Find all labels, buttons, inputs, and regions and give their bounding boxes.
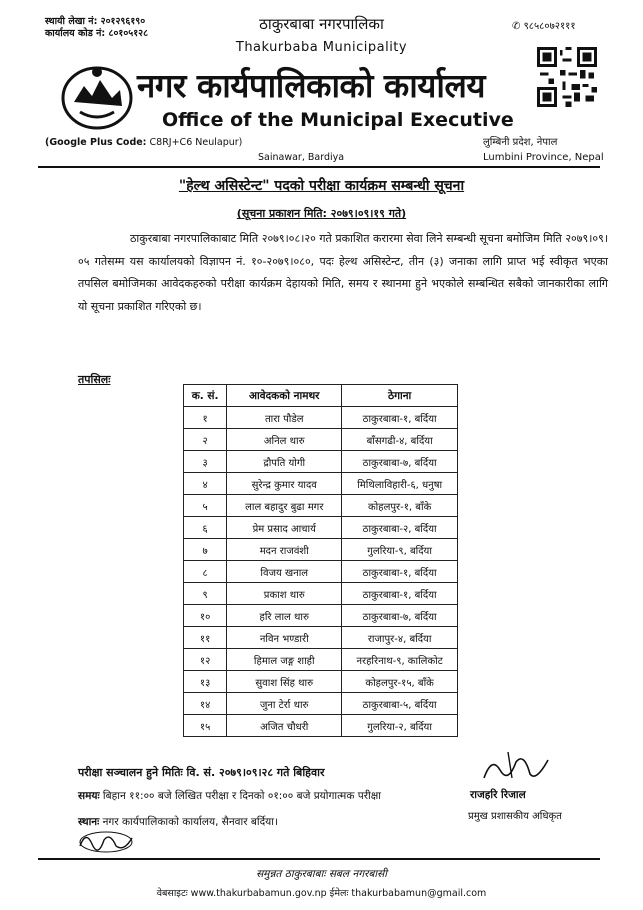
table-row	[184, 539, 458, 561]
name-cell: द्रौपति योगी	[227, 451, 342, 473]
table-row	[184, 517, 458, 539]
serial-cell: ११	[184, 627, 227, 649]
address-cell: ठाकुरबाबा-१, बर्दिया	[342, 407, 458, 429]
municipality-name-en: Thakurbaba Municipality	[235, 40, 408, 55]
name-cell: अनिल थारु	[227, 429, 342, 451]
address-cell: ठाकुरबाबा-१, बर्दिया	[342, 561, 458, 583]
plus-code-value: C8RJ+C6 Neulapur)	[146, 137, 243, 148]
col-header-name: आवेदकको नामथर	[227, 385, 342, 407]
address-cell: मिथिलाविहारी-६, धनुषा	[342, 473, 458, 495]
pan-number: स्थायी लेखा नं: २०१२९६१९०	[45, 16, 146, 27]
table-row	[184, 561, 458, 583]
officer-title: प्रमुख प्रशासकीय अधिकृत	[468, 811, 562, 822]
exam-date: परीक्षा सञ्चालन हुने मितिः वि. सं. २०७९।०९।२८ गते बिहिवार	[78, 766, 325, 779]
table-row	[184, 473, 458, 495]
municipality-name-np: ठाकुरबाबा नगरपालिका	[259, 15, 384, 33]
name-cell: प्रकाश थारु	[227, 583, 342, 605]
footer-slogan: समुन्नत ठाकुरबाबाः सबल नगरबासी	[256, 868, 387, 880]
phone-text: ९८५८०७२१११	[523, 21, 576, 32]
serial-cell: १	[184, 407, 227, 429]
footer-contact: वेबसाइटः www.thakurbabamun.gov.np ईमेलः thakurbabamun@gmail.com	[156, 888, 487, 899]
footer-divider	[38, 858, 600, 860]
serial-cell: ६	[184, 517, 227, 539]
province	[483, 135, 604, 165]
officer-signature-icon	[478, 748, 558, 786]
province-en: Lumbini Province, Nepal	[483, 152, 604, 163]
address-cell: कोहलपुर-१, बाँके	[342, 495, 458, 517]
serial-cell: ९	[184, 583, 227, 605]
serial-cell: ३	[184, 451, 227, 473]
serial-cell: ८	[184, 561, 227, 583]
table-row	[184, 583, 458, 605]
address-cell: राजापुर-४, बर्दिया	[342, 627, 458, 649]
office-title-en: Office of the Municipal Executive	[162, 109, 514, 131]
name-cell: सुवाश सिंह थारु	[227, 671, 342, 693]
name-cell: जुना टेर्रा थारु	[227, 693, 342, 715]
address-cell: ठाकुरबाबा-७, बर्दिया	[342, 451, 458, 473]
table-row	[184, 627, 458, 649]
table-header-row	[184, 385, 458, 407]
exam-time-label: समयः	[78, 790, 100, 802]
office-code: कार्यालय कोड नं: ८०१०५१२८	[45, 28, 149, 39]
exam-venue-label: स्थानः	[78, 816, 100, 828]
table-row	[184, 671, 458, 693]
table-row	[184, 429, 458, 451]
col-header-address: ठेगाना	[342, 385, 458, 407]
qr-code-icon	[537, 47, 597, 107]
nepal-emblem-icon	[60, 62, 134, 130]
notice-body	[78, 228, 608, 318]
plus-code-label: (Google Plus Code:	[45, 137, 147, 148]
exam-venue	[78, 815, 278, 829]
name-cell: अजित चौधरी	[227, 715, 342, 737]
google-plus-code	[45, 137, 242, 148]
publication-date: (सूचना प्रकाशन मिति: २०७९।०९।१९ गते)	[236, 207, 407, 220]
table-row	[184, 407, 458, 429]
serial-cell: १५	[184, 715, 227, 737]
table-row	[184, 649, 458, 671]
table-row	[184, 605, 458, 627]
serial-cell: २	[184, 429, 227, 451]
address-cell: ठाकुरबाबा-५, बर्दिया	[342, 693, 458, 715]
table-row	[184, 495, 458, 517]
address-cell: ठाकुरबाबा-२, बर्दिया	[342, 517, 458, 539]
serial-cell: १२	[184, 649, 227, 671]
address-cell: ठाकुरबाबा-१, बर्दिया	[342, 583, 458, 605]
office-title-np: नगर कार्यपालिकाको कार्यालय	[137, 66, 485, 105]
applicant-table	[183, 384, 458, 737]
name-cell: विजय खनाल	[227, 561, 342, 583]
table-row	[184, 715, 458, 737]
name-cell: हिमाल जङ्ग शाही	[227, 649, 342, 671]
table-row	[184, 693, 458, 715]
table-row	[184, 451, 458, 473]
province-np: लुम्बिनी प्रदेश, नेपाल	[483, 137, 558, 148]
serial-cell: ७	[184, 539, 227, 561]
header-divider	[38, 166, 600, 168]
address-cell: गुलरिया-२, बर्दिया	[342, 715, 458, 737]
name-cell: प्रेम प्रसाद आचार्य	[227, 517, 342, 539]
name-cell: हरि लाल थारु	[227, 605, 342, 627]
name-cell: सुरेन्द्र कुमार यादव	[227, 473, 342, 495]
name-cell: मदन राजवंशी	[227, 539, 342, 561]
exam-time-text: बिहान ११:०० बजे लिखित परीक्षा र दिनको ०१:०० बजे प्रयोगात्मक परीक्षा	[99, 790, 381, 802]
address-cell: गुलरिया-९, बर्दिया	[342, 539, 458, 561]
name-cell: लाल बहादुर बुढा मगर	[227, 495, 342, 517]
name-cell: तारा पौडेल	[227, 407, 342, 429]
address-cell: कोहलपुर-१५, बाँके	[342, 671, 458, 693]
exam-time	[78, 789, 381, 803]
clerk-signature-icon	[76, 828, 136, 854]
notice-title: "हेल्थ असिस्टेन्ट" पदको परीक्षा कार्यक्रम सम्बन्धी सूचना	[178, 178, 465, 194]
address-cell: नरहरिनाथ-९, कालिकोट	[342, 649, 458, 671]
notice-body-text: ठाकुरबाबा नगरपालिकाबाट मिति २०७९।०८।२० गते प्रकाशित करारमा सेवा लिने सम्बन्धी सूचना बमोजिम मिति २०७९।०९।०५ गतेसम्म यस कार्यालयको विज्ञापन नं. १०-२०७९।०८०, पदः हेल्थ असिस्टेन्ट, तीन (३) जनाका लागि प्राप्त भई स्वीकृत भएका तपसिल बमोजिमका आवेदकहरुको परीक्षा कार्यक्रम देहायको मिति, समय र स्थानमा हुने भएकोले सम्बन्धित सबैको जानकारीका लागि यो सूचना प्रकाशित गरिएको छ।	[78, 232, 608, 313]
address-cell: बाँसगढी-४, बर्दिया	[342, 429, 458, 451]
col-header-serial: क. सं.	[184, 385, 227, 407]
serial-cell: ५	[184, 495, 227, 517]
exam-venue-text: नगर कार्यपालिकाको कार्यालय, सैनवार बर्दिया।	[99, 816, 278, 828]
name-cell: नविन भण्डारी	[227, 627, 342, 649]
serial-cell: १०	[184, 605, 227, 627]
phone-icon: ✆	[512, 21, 521, 32]
address-cell: ठाकुरबाबा-७, बर्दिया	[342, 605, 458, 627]
officer-name: राजहरि रिजाल	[470, 789, 526, 801]
serial-cell: ४	[184, 473, 227, 495]
serial-cell: १४	[184, 693, 227, 715]
stamp-city: Sainawar, Bardiya	[258, 152, 345, 163]
list-label: तपसिलः	[78, 373, 111, 386]
serial-cell: १३	[184, 671, 227, 693]
